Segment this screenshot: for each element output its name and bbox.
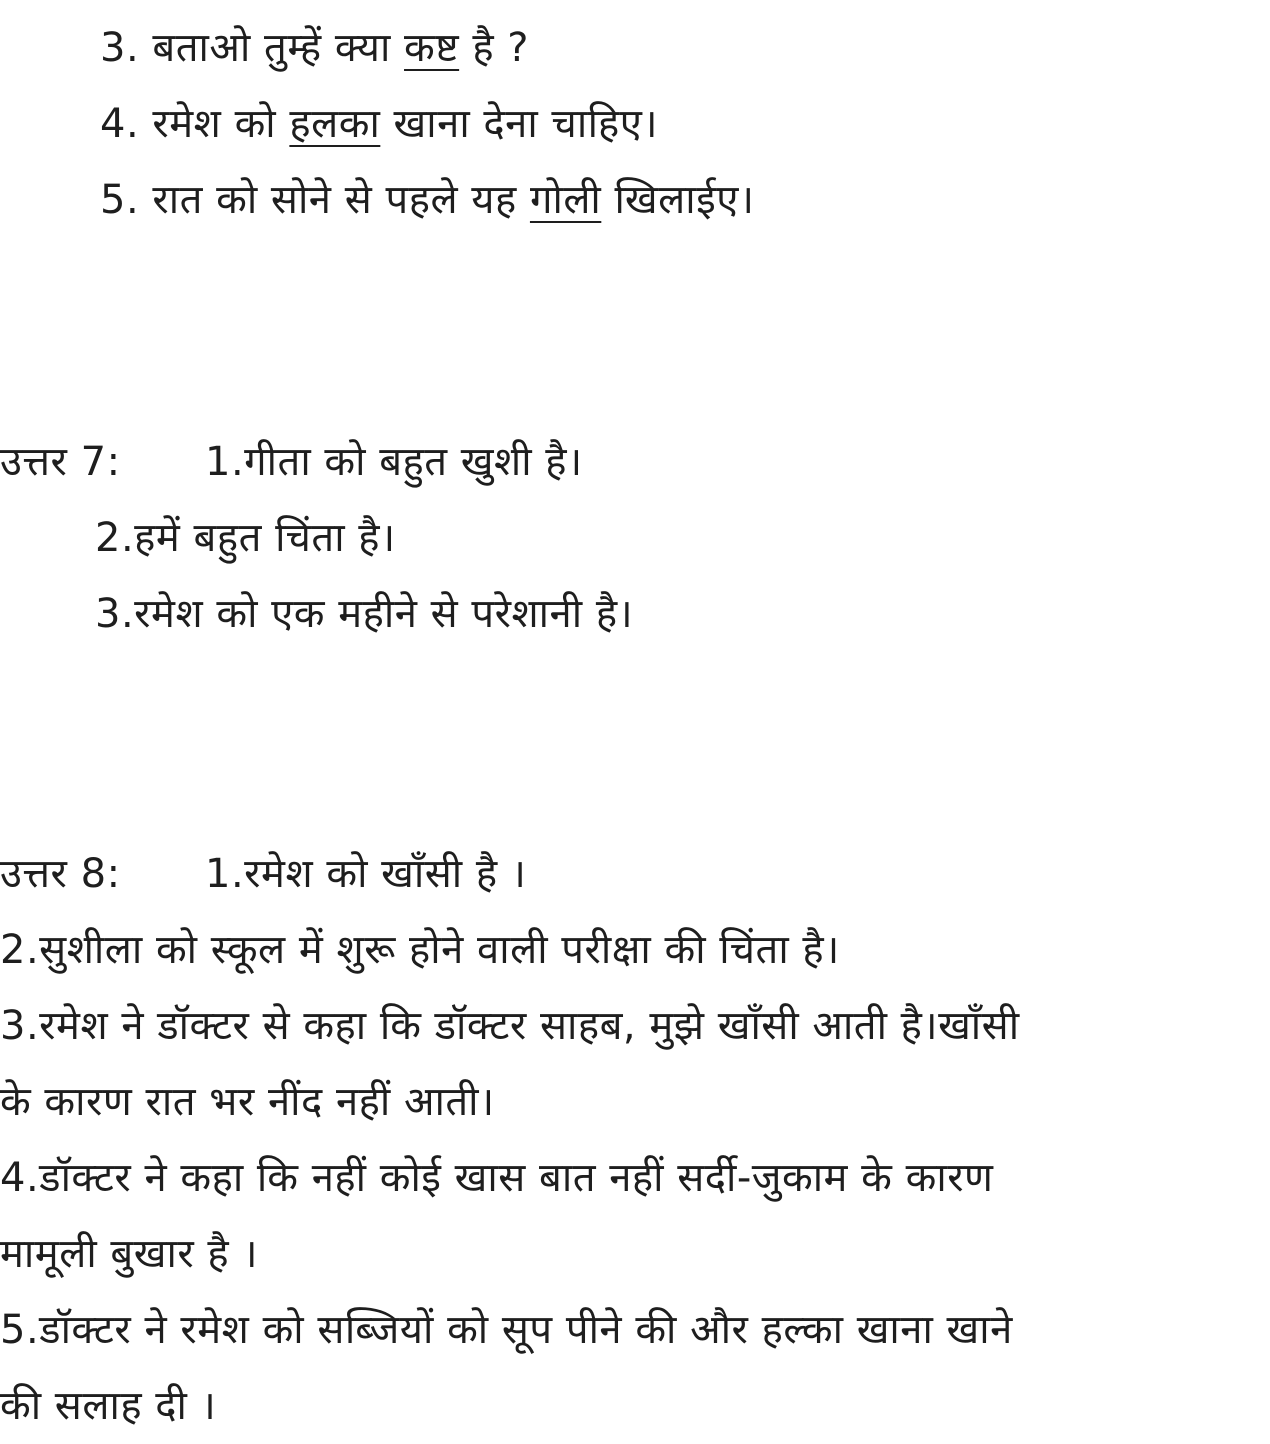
text-line <box>100 86 1270 162</box>
text-segment: 5.डॉक्टर ने रमेश को सब्जियों को सूप पीने की और हल्का खाना खाने <box>0 1307 1013 1353</box>
underlined-word: कष्ट <box>404 25 460 71</box>
text-segment: 1.गीता को बहुत खुशी है। <box>205 439 583 485</box>
text-segment: 2.हमें बहुत चिंता है। <box>95 515 396 561</box>
text-segment: 2.सुशीला को स्कूल में शुरू होने वाली परीक्षा की चिंता है। <box>0 927 840 973</box>
text-segment: की सलाह दी । <box>0 1383 217 1429</box>
text-line <box>100 10 1270 86</box>
text-segment: 4. रमेश को <box>100 101 290 147</box>
text-line <box>100 162 1270 238</box>
text-line <box>0 988 1270 1064</box>
text-segment: 5. रात को सोने से पहले यह <box>100 177 530 223</box>
section-exercise-items <box>0 10 1270 238</box>
text-segment: 3.रमेश ने डॉक्टर से कहा कि डॉक्टर साहब, मुझे खाँसी आती है।खाँसी <box>0 1003 1020 1049</box>
text-segment: मामूली बुखार है । <box>0 1231 259 1277</box>
text-line <box>95 500 1270 576</box>
text-segment: 4.डॉक्टर ने कहा कि नहीं कोई खास बात नहीं सर्दी-जुकाम के कारण <box>0 1155 994 1201</box>
text-segment: 3. बताओ तुम्हें क्या <box>100 25 405 71</box>
text-line <box>0 424 1270 500</box>
text-line <box>0 912 1270 988</box>
section-answer-7 <box>0 424 1270 652</box>
text-line <box>0 1216 1270 1292</box>
text-line <box>0 836 1270 912</box>
text-line <box>0 1064 1270 1140</box>
text-line <box>0 1140 1270 1216</box>
text-segment: 3.रमेश को एक महीने से परेशानी है। <box>95 591 634 637</box>
text-line <box>95 576 1270 652</box>
text-line <box>0 1368 1270 1444</box>
underlined-word: गोली <box>529 177 602 223</box>
text-segment: 1.रमेश को खाँसी है । <box>205 851 527 897</box>
text-segment: के कारण रात भर नींद नहीं आती। <box>0 1079 495 1125</box>
underlined-word: हलका <box>289 101 381 147</box>
text-line <box>0 1292 1270 1368</box>
answer-label: उत्तर 8: <box>0 851 121 897</box>
text-segment: है ? <box>459 25 530 71</box>
text-segment: खिलाईए। <box>601 177 755 223</box>
section-answer-8 <box>0 836 1270 1444</box>
answer-label: उत्तर 7: <box>0 439 121 485</box>
text-segment: खाना देना चाहिए। <box>380 101 659 147</box>
